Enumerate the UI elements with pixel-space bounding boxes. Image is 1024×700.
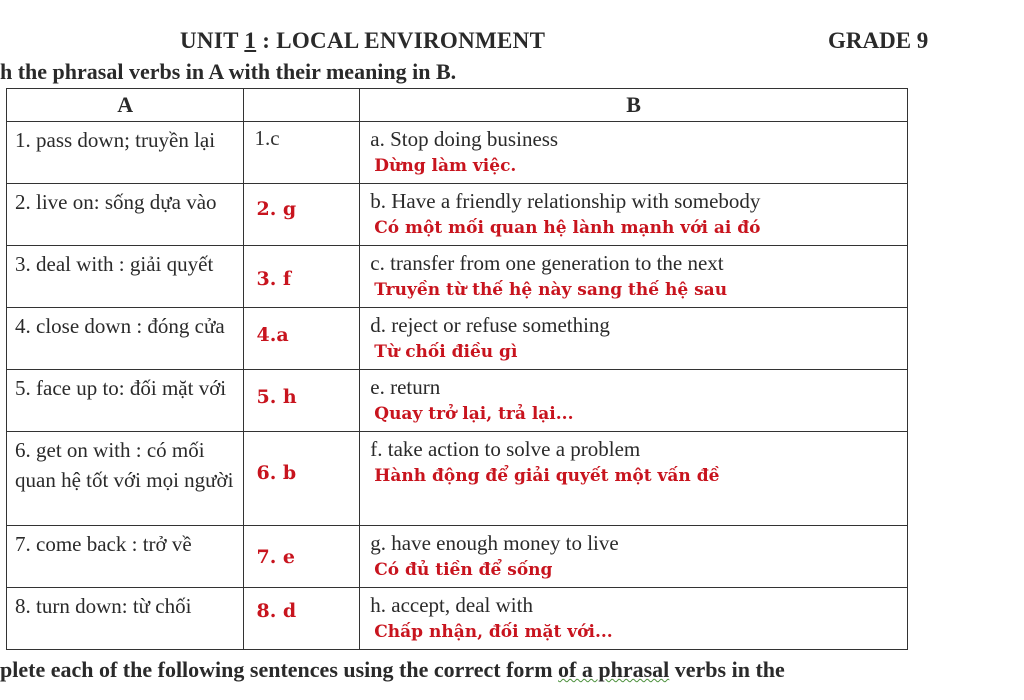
table-row [7,526,908,588]
phrasal-verb-text: 5. face up to: đối mặt với [15,376,227,400]
phrasal-verb-cell [7,246,244,308]
meaning-cell [360,122,908,184]
phrasal-verb-cell [7,308,244,370]
answer-text: 1.c [254,126,280,150]
next-exercise-text: plete each of the following sentences using the correct form of a phrasal verbs in the [0,657,785,682]
answer-cell [244,432,360,526]
meaning-cell [360,246,908,308]
meaning-cell [360,588,908,650]
phrasal-verb-text: 4. close down : đóng cửa [15,314,225,338]
meaning-vietnamese: Từ chối điều gì [374,342,518,362]
instruction-text: h the phrasal verbs in A with their meaning in B. [0,59,457,84]
meaning-vietnamese: Quay trở lại, trả lại... [374,404,574,424]
table-row [7,588,908,650]
meaning-vietnamese: Có một mối quan hệ lành mạnh với ai đó [374,218,761,238]
meaning-english: e. return [370,375,441,399]
meaning-english: c. transfer from one generation to the next [370,251,724,275]
unit-number: 1 [244,28,257,53]
unit-title: UNIT 1 : LOCAL ENVIRONMENT [180,28,546,53]
answer-text: 4.a [256,324,289,346]
meaning-english: d. reject or refuse something [370,313,610,337]
meaning-english: f. take action to solve a problem [370,437,641,461]
phrasal-verb-text: 8. turn down: từ chối [15,594,192,618]
answer-text: 6. b [256,462,297,484]
table-row [7,184,908,246]
phrasal-verb-cell [7,432,244,526]
phrasal-verb-text: 6. get on with : có mối quan hệ tốt với mọi người [15,438,234,492]
answer-text: 2. g [256,198,297,220]
answer-cell [244,122,360,184]
meaning-vietnamese: Truyền từ thế hệ này sang thế hệ sau [374,280,728,300]
meaning-vietnamese: Chấp nhận, đối mặt với... [374,622,613,642]
header-b: B [360,89,908,122]
phrasal-verb-cell [7,370,244,432]
table-row [7,122,908,184]
meaning-cell [360,526,908,588]
meaning-vietnamese: Hành động để giải quyết một vấn đề [374,466,720,486]
phrasal-verb-cell [7,184,244,246]
answer-cell [244,526,360,588]
answer-cell [244,246,360,308]
table-row [7,432,908,526]
phrasal-verb-cell [7,526,244,588]
answer-cell [244,588,360,650]
answer-text: 8. d [256,600,297,622]
header-answer [244,89,360,122]
matching-table [6,88,908,650]
answer-text: 7. e [256,546,296,568]
answer-text: 5. h [256,386,297,408]
meaning-cell [360,432,908,526]
table-row [7,370,908,432]
answer-cell [244,184,360,246]
table-row [7,308,908,370]
meaning-vietnamese: Dừng làm việc. [374,156,517,176]
answer-cell [244,370,360,432]
meaning-cell [360,308,908,370]
meaning-cell [360,370,908,432]
grade-label: GRADE 9 [828,28,929,53]
phrasal-verb-text: 7. come back : trở về [15,532,192,556]
table-header-row [7,89,908,122]
meaning-vietnamese: Có đủ tiền để sống [374,560,553,580]
meaning-english: b. Have a friendly relationship with somebody [370,189,761,213]
phrasal-verb-text: 2. live on: sống dựa vào [15,190,217,214]
phrasal-verb-text: 3. deal with : giải quyết [15,252,214,276]
phrasal-verb-cell [7,588,244,650]
meaning-english: h. accept, deal with [370,593,533,617]
meaning-english: g. have enough money to live [370,531,619,555]
answer-text: 3. f [256,268,292,290]
meaning-cell [360,184,908,246]
phrasal-verb-cell [7,122,244,184]
meaning-english: a. Stop doing business [370,127,559,151]
answer-cell [244,308,360,370]
header-a: A [7,89,244,122]
phrasal-verb-text: 1. pass down; truyền lại [15,128,216,152]
table-row [7,246,908,308]
